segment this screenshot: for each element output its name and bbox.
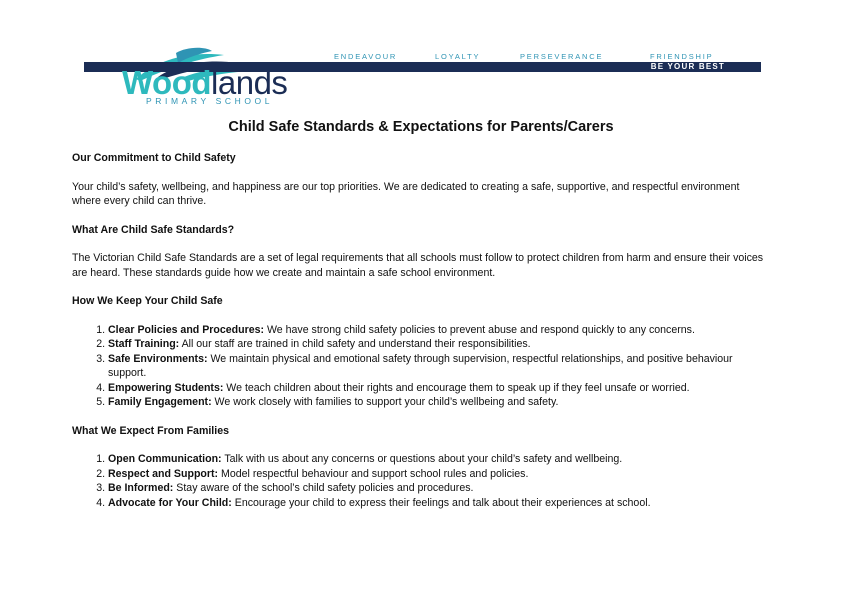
value-perseverance: PERSEVERANCE — [520, 52, 604, 61]
list-item: 4. Empowering Students: We teach children about their rights and encourage them to speak up if they feel unsafe or worried. — [108, 381, 770, 396]
school-values — [334, 52, 734, 62]
wordmark-bold: Wood — [122, 64, 212, 101]
keep-safe-list — [72, 323, 770, 410]
list-item: 4. Advocate for Your Child: Encourage your child to express their feelings and talk about their experiences at school. — [108, 496, 770, 511]
section-heading-keep-safe: How We Keep Your Child Safe — [72, 295, 223, 307]
expect-list — [72, 452, 770, 510]
section-heading-standards: What Are Child Safe Standards? — [72, 223, 235, 236]
school-wordmark — [122, 66, 287, 100]
section-body-commitment: Your child’s safety, wellbeing, and happiness are our top priorities. We are dedicated to creating a safe, supportive, and respectful environment where every child can thrive. — [72, 180, 740, 207]
list-item: 1. Open Communication: Talk with us about any concerns or questions about your child’s safety and wellbeing. — [108, 452, 770, 467]
section-heading-commitment: Our Commitment to Child Safety — [72, 152, 236, 164]
value-friendship: FRIENDSHIP — [650, 52, 714, 61]
list-item: 3. Be Informed: Stay aware of the school’s child safety policies and procedures. — [108, 481, 770, 496]
value-loyalty: LOYALTY — [435, 52, 481, 61]
page-header — [0, 0, 842, 110]
document-body — [72, 151, 770, 524]
list-item: 5. Family Engagement: We work closely with families to support your child’s wellbeing and safety. — [108, 395, 770, 410]
value-endeavour: ENDEAVOUR — [334, 52, 398, 61]
tagline: BE YOUR BEST — [650, 62, 725, 71]
list-item: 3. Safe Environments: We maintain physical and emotional safety through supervision, respectful relationships, and positive behaviour support. — [108, 352, 770, 381]
list-item: 1. Clear Policies and Procedures: We have strong child safety policies to prevent abuse and respond quickly to any concerns. — [108, 323, 770, 338]
wordmark-light: lands — [211, 64, 288, 101]
school-subtitle: PRIMARY SCHOOL — [146, 96, 274, 106]
section-heading-expect: What We Expect From Families — [72, 424, 229, 437]
list-item: 2. Respect and Support: Model respectful behaviour and support school rules and policies. — [108, 467, 770, 482]
section-body-standards: The Victorian Child Safe Standards are a set of legal requirements that all schools must follow to protect children from harm and ensure their voices are heard. These standards guide how we create and maintain a safe school environment. — [72, 252, 764, 279]
document-title: Child Safe Standards & Expectations for Parents/Carers — [228, 119, 614, 135]
list-item: 2. Staff Training: All our staff are trained in child safety and understand their responsibilities. — [108, 337, 770, 352]
